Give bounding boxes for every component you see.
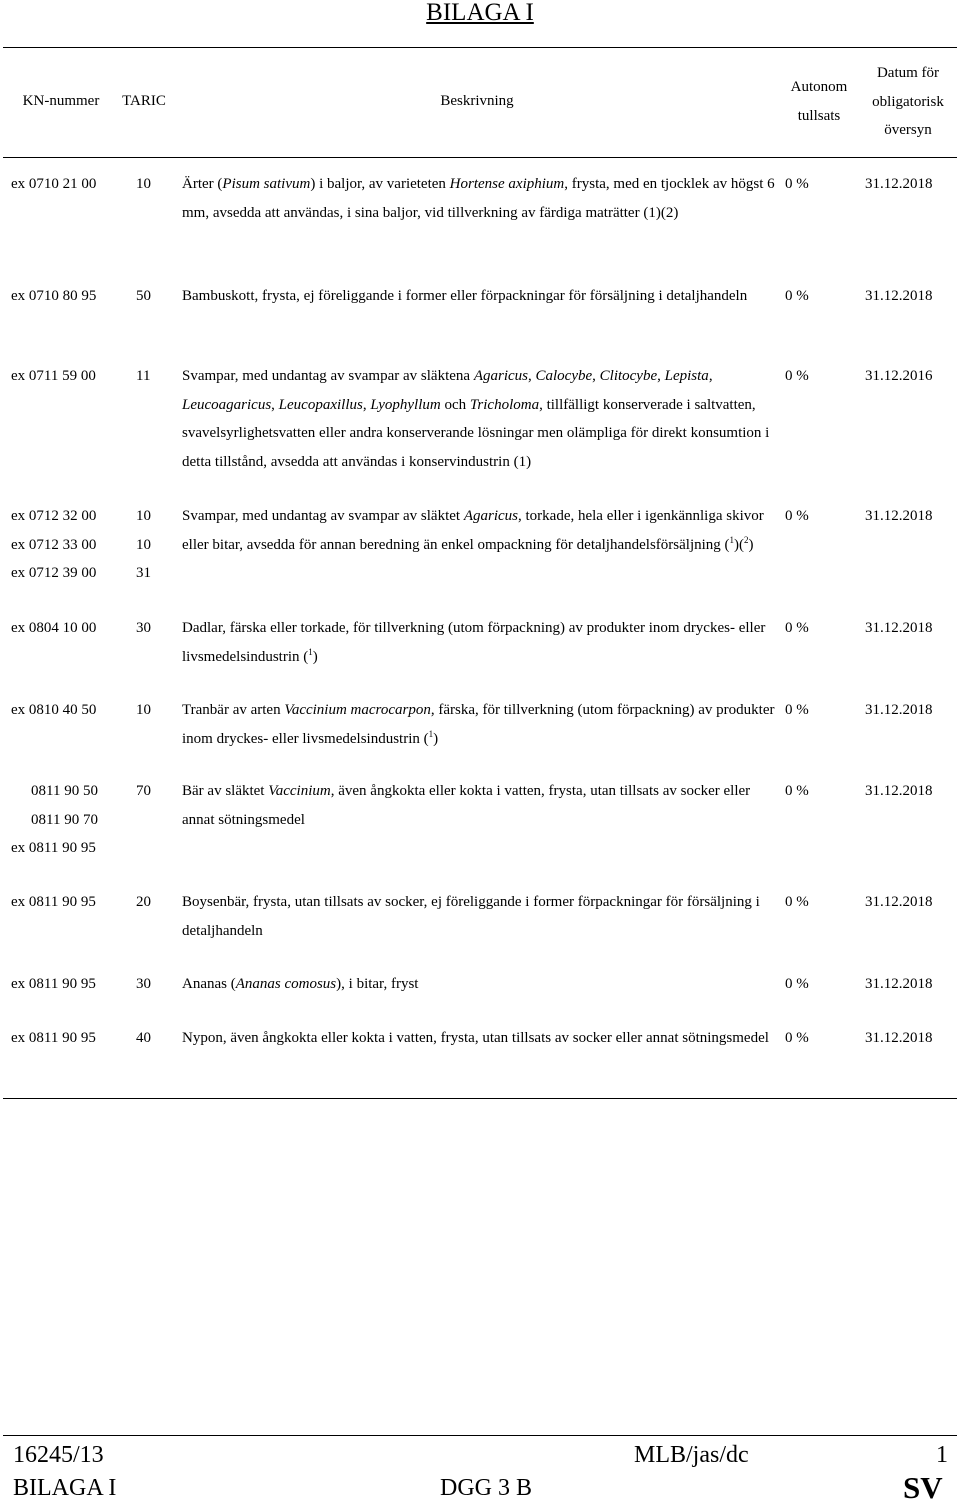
description-cell: Boysenbär, frysta, utan tillsats av socker, ej föreliggande i former förpackningar för försäljning i detaljhandeln	[182, 894, 760, 939]
header-taric: TARIC	[122, 93, 166, 109]
footer-annex: BILAGA I	[13, 1475, 117, 1501]
taric-value: 11	[136, 368, 151, 384]
kn-nummer-cell	[11, 696, 111, 725]
footer-page-number: 1	[936, 1442, 948, 1468]
taric-value: 31	[136, 565, 151, 581]
kn-nummer-value: ex 0811 90 95	[11, 976, 96, 992]
header-datum-for-oversyn: Datum för obligatorisk översyn	[872, 65, 944, 138]
oversyn-date-value: 31.12.2018	[865, 176, 933, 192]
footer-doc-number: 16245/13	[13, 1442, 104, 1468]
taric-cell	[136, 970, 176, 999]
oversyn-date-value: 31.12.2018	[865, 620, 933, 636]
kn-nummer-cell	[11, 614, 111, 643]
kn-nummer-cell	[11, 777, 111, 863]
kn-nummer-cell	[11, 502, 111, 588]
kn-nummer-value: ex 0712 33 00	[11, 536, 97, 553]
kn-nummer-value: ex 0810 40 50	[11, 702, 97, 718]
taric-cell	[136, 170, 176, 199]
tullsats-value: 0 %	[785, 368, 809, 384]
description-cell: Nypon, även ångkokta eller kokta i vatten, frysta, utan tillsats av socker eller annat sötningsmedel	[182, 1030, 769, 1046]
taric-value: 30	[136, 976, 151, 992]
tullsats-value: 0 %	[785, 620, 809, 636]
kn-nummer-value: ex 0712 32 00	[11, 508, 97, 524]
description-cell: Svampar, med undantag av svampar av släktet Agaricus, torkade, hela eller i igenkännliga skivor eller bitar, avsedda för annan beredning än enkel ompackning för detaljhandelsförsäljning ($^1$)($^2$)	[182, 508, 764, 553]
taric-value: 40	[136, 1030, 151, 1046]
footer-initials: MLB/jas/dc	[634, 1442, 749, 1468]
kn-nummer-cell	[11, 888, 111, 917]
kn-nummer-value: 0811 90 50	[31, 783, 98, 799]
header-bottom-border	[3, 157, 957, 158]
tullsats-value: 0 %	[785, 1030, 809, 1046]
description-cell: Bär av släktet Vaccinium, även ångkokta eller kokta i vatten, frysta, utan tillsats av socker eller annat sötningsmedel	[182, 783, 751, 828]
taric-cell	[136, 696, 176, 725]
taric-cell	[136, 502, 176, 588]
footer-dgg: DGG 3 B	[440, 1475, 533, 1501]
kn-nummer-cell	[11, 1024, 111, 1053]
header-autonom-tullsats: Autonom tullsats	[790, 79, 848, 124]
description-cell: Dadlar, färska eller torkade, för tillverkning (utom förpackning) av produkter inom dryckes- eller livsmedelsindustrin ($^1$)	[182, 620, 766, 665]
page-title: BILAGA I	[426, 0, 534, 26]
kn-nummer-value: ex 0811 90 95	[11, 1030, 96, 1046]
footer-rule	[3, 1435, 957, 1436]
taric-cell	[136, 614, 176, 643]
kn-nummer-value: 0811 90 70	[31, 811, 98, 828]
tullsats-value: 0 %	[785, 976, 809, 992]
kn-nummer-value: ex 0711 59 00	[11, 368, 96, 384]
table-bottom-border	[3, 1098, 957, 1099]
footer-language-code: SV	[903, 1470, 943, 1505]
taric-cell	[136, 282, 176, 311]
kn-nummer-value: ex 0710 80 95	[11, 288, 97, 304]
oversyn-date-value: 31.12.2018	[865, 508, 933, 524]
header-beskrivning: Beskrivning	[440, 93, 514, 109]
table-top-border	[3, 47, 957, 48]
tullsats-value: 0 %	[785, 508, 809, 524]
oversyn-date-value: 31.12.2016	[865, 368, 933, 384]
oversyn-date-value: 31.12.2018	[865, 288, 933, 304]
kn-nummer-cell	[11, 362, 111, 391]
description-cell: Svampar, med undantag av svampar av släktena Agaricus, Calocybe, Clitocybe, Lepista, Leucoagaricus, Leucopaxillus, Lyophyllum och Tricholoma, tillfälligt konserverade i saltvatten, svavelsyrlighetsvatten eller andra konserverande lösningar men olämpliga för direkt konsumtion i detta tillstånd, avsedda att användas i konservindustrin (1)	[182, 368, 770, 470]
taric-value: 10	[136, 702, 151, 718]
description-cell: Tranbär av arten Vaccinium macrocarpon, färska, för tillverkning (utom förpackning) av produkter inom dryckes- eller livsmedelsindustrin ($^1$)	[182, 702, 775, 747]
oversyn-date-value: 31.12.2018	[865, 702, 933, 718]
oversyn-date-value: 31.12.2018	[865, 1030, 933, 1046]
taric-value: 10	[136, 536, 151, 553]
tullsats-value: 0 %	[785, 894, 809, 910]
taric-cell	[136, 777, 176, 806]
tullsats-value: 0 %	[785, 288, 809, 304]
kn-nummer-value: ex 0712 39 00	[11, 565, 97, 581]
description-cell: Ananas (Ananas comosus), i bitar, fryst	[182, 976, 419, 992]
taric-cell	[136, 362, 176, 391]
header-kn-nummer: KN-nummer	[22, 93, 100, 109]
taric-cell	[136, 888, 176, 917]
description-cell: Bambuskott, frysta, ej föreliggande i former eller förpackningar för försäljning i detaljhandeln	[182, 288, 748, 304]
taric-value: 10	[136, 176, 151, 192]
taric-value: 30	[136, 620, 151, 636]
kn-nummer-cell	[11, 170, 111, 199]
taric-value: 50	[136, 288, 151, 304]
taric-value: 10	[136, 508, 151, 524]
kn-nummer-cell	[11, 282, 111, 311]
kn-nummer-value: ex 0811 90 95	[11, 894, 96, 910]
taric-cell	[136, 1024, 176, 1053]
tullsats-value: 0 %	[785, 702, 809, 718]
taric-value: 70	[136, 783, 151, 799]
kn-nummer-value: ex 0710 21 00	[11, 176, 97, 192]
oversyn-date-value: 31.12.2018	[865, 976, 933, 992]
kn-nummer-cell	[11, 970, 111, 999]
taric-value: 20	[136, 894, 151, 910]
oversyn-date-value: 31.12.2018	[865, 894, 933, 910]
oversyn-date-value: 31.12.2018	[865, 783, 933, 799]
kn-nummer-value: ex 0811 90 95	[11, 840, 96, 856]
tullsats-value: 0 %	[785, 176, 809, 192]
description-cell: Ärter (Pisum sativum) i baljor, av varieteten Hortense axiphium, frysta, med en tjocklek av högst 6 mm, avsedda att användas, i sina baljor, vid tillverkning av färdiga maträtter (1)(2)	[182, 176, 775, 221]
kn-nummer-value: ex 0804 10 00	[11, 620, 97, 636]
tullsats-value: 0 %	[785, 783, 809, 799]
